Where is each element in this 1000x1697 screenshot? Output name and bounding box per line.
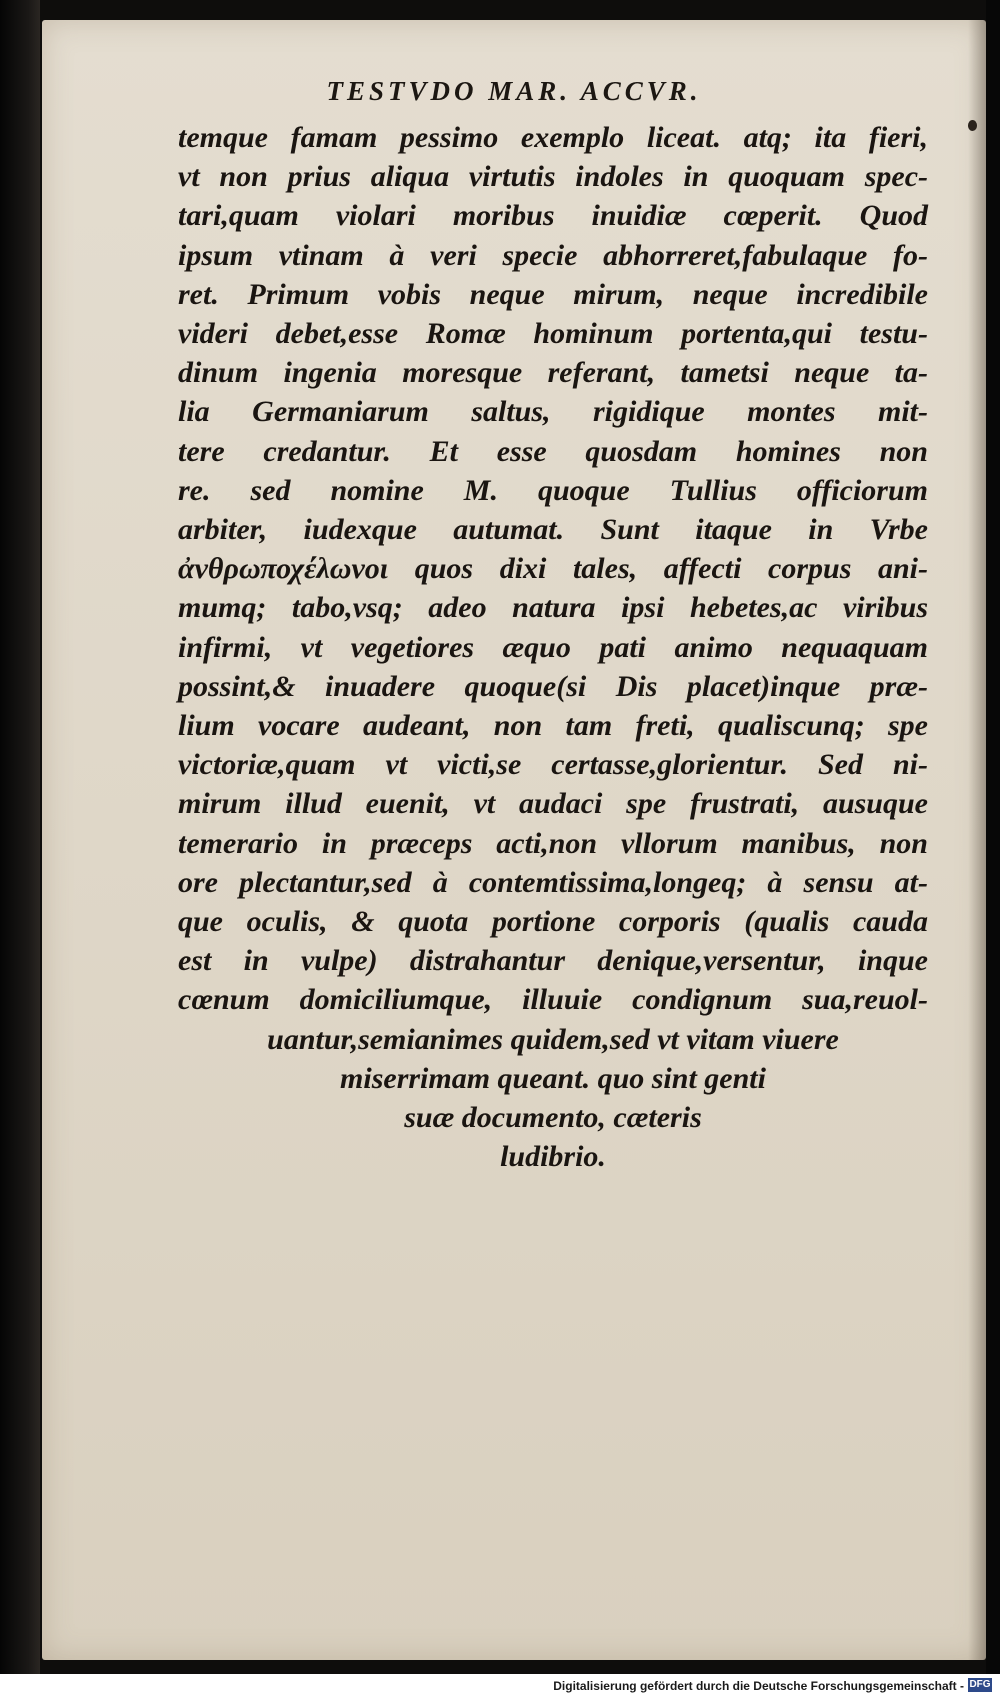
closing-line: uantur,semianimes quidem,sed vt vitam viuere [267,1022,839,1056]
closing-line: ludibrio. [500,1140,606,1174]
text-line: tari,quam violari moribus inuidiæ cœperit. Quod [178,199,928,233]
text-line: ἀνθρωποχέλωνοι quos dixi tales, affecti corpus ani- [178,552,928,586]
dfg-logo-icon: DFG [969,1679,991,1690]
text-line: temque famam pessimo exemplo liceat. atq; ita fieri, [178,121,928,154]
text-line: lium vocare audeant, non tam freti, qualiscunq; spe [178,709,928,743]
book-gutter [0,0,40,1697]
text-line: dinum ingenia moresque referant, tametsi neque ta- [178,356,928,390]
text-line: arbiter, iudexque autumat. Sunt itaque in Vrbe [178,513,928,547]
closing-line: miserrimam queant. quo sint genti [340,1061,766,1095]
text-line: ret. Primum vobis neque mirum, neque incredibile [178,277,928,311]
text-line: mirum illud euenit, vt audaci spe frustrati, ausuque [178,787,928,821]
text-line: cœnum domiciliumque, illuuie condignum sua,reuol- [178,983,928,1017]
text-line: vt non prius aliqua virtutis indoles in quoquam spec- [178,160,928,194]
text-line: mumq; tabo,vsq; adeo natura ipsi hebetes,ac viribus [178,591,928,625]
text-line: temerario in præceps acti,non vllorum manibus, non [178,826,928,860]
text-line: infirmi, vt vegetiores æquo pati animo nequaquam [178,630,928,664]
text-line: que oculis, & quota portione corporis (qualis cauda [178,905,928,939]
closing-line: suæ documento, cæteris [404,1101,702,1135]
text-line: possint,& inuadere quoque(si Dis placet)inque præ- [178,669,928,703]
text-line: victoriæ,quam vt victi,se certasse,glorientur. Sed ni- [178,748,928,782]
text-line: ore plectantur,sed à contemtissima,longeq; à sensu at- [178,865,928,899]
text-line: re. sed nomine M. quoque Tullius officiorum [178,473,928,507]
scan-edge [986,0,1000,1697]
running-head: TESTVDO MAR. ACCVR. [326,76,702,106]
book-page [42,20,986,1660]
text-line: tere credantur. Et esse quosdam homines non [178,434,928,468]
funding-notice: Digitalisierung gefördert durch die Deutsche Forschungsgemeinschaft - [553,1679,964,1693]
body-text [178,118,928,1176]
text-line: ipsum vtinam à veri specie abhorreret,fabulaque fo- [178,238,928,272]
text-line: est in vulpe) distrahantur denique,versentur, inque [178,944,928,978]
text-line: lia Germaniarum saltus, rigidique montes mit- [178,395,928,429]
ink-spot [968,120,977,131]
text-line: videri debet,esse Romæ hominum portenta,qui testu- [178,317,928,351]
